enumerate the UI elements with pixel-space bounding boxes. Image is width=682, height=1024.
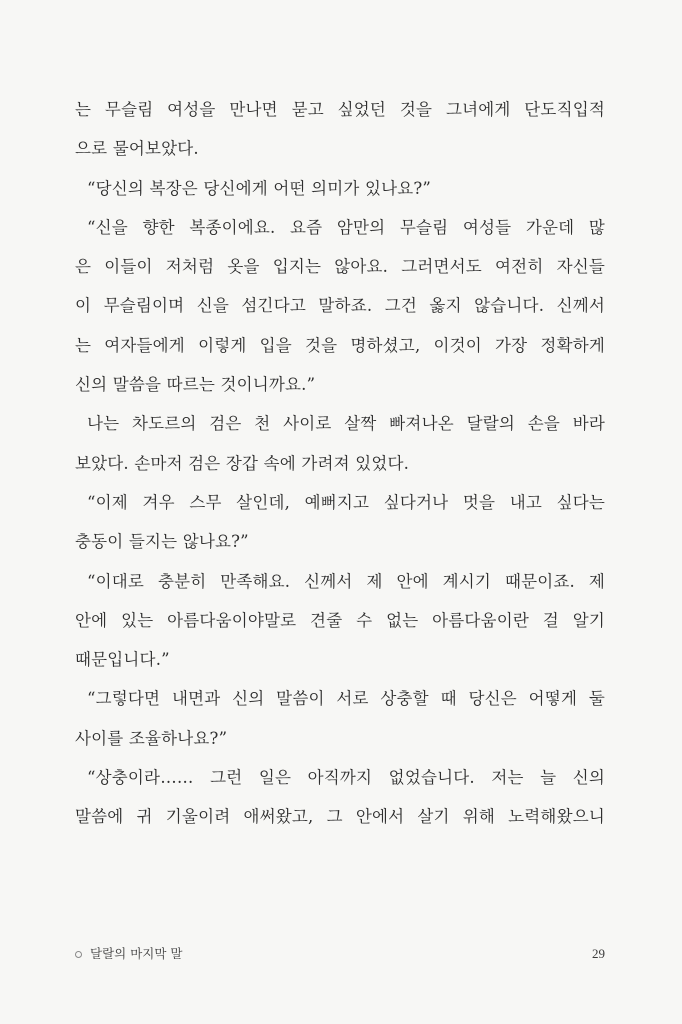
text-line: 나는 차도르의 검은 천 사이로 살짝 빠져나온 달랄의 손을 바라: [87, 414, 605, 434]
text-line: 는 무슬림 여성을 만나면 묻고 싶었던 것을 그녀에게 단도직입적: [75, 100, 605, 119]
text-line: “당신의 복장은 당신에게 어떤 의미가 있나요?”: [87, 178, 432, 198]
text-line: 신의 말씀을 따르는 것이니까요.”: [75, 375, 316, 395]
text-line: “이제 겨우 스무 살인데, 예뻐지고 싶다거나 멋을 내고 싶다는: [87, 492, 605, 512]
page-footer: [75, 942, 605, 966]
chapter-title: 달랄의 마지막 말: [90, 946, 183, 961]
text-line: 보았다. 손마저 검은 장갑 속에 가려져 있었다.: [75, 453, 410, 473]
text-line: “이대로 충분히 만족해요. 신께서 제 안에 계시기 때문이죠. 제: [87, 571, 605, 591]
text-line: 은 이들이 저처럼 옷을 입지는 않아요. 그러면서도 여전히 자신들: [75, 257, 605, 277]
circle-bullet-icon: [75, 951, 82, 958]
text-line: 으로 물어보았다.: [75, 139, 199, 159]
text-line: 말씀에 귀 기울이려 애써왔고, 그 안에서 살기 위해 노력해왔으니: [75, 807, 605, 827]
text-line: 충동이 들지는 않나요?”: [75, 532, 249, 552]
text-line: 안에 있는 아름다움이야말로 견줄 수 없는 아름다움이란 걸 알기: [75, 610, 605, 630]
text-line: 사이를 조율하나요?”: [75, 728, 228, 748]
text-line: “그렇다면 내면과 신의 말씀이 서로 상충할 때 당신은 어떻게 둘: [87, 689, 605, 709]
text-line: 때문입니다.”: [75, 650, 170, 670]
page-number: 29: [592, 946, 605, 961]
text-line: “신을 향한 복종이에요. 요즘 암만의 무슬림 여성들 가운데 많: [87, 217, 605, 237]
text-line: “상충이라…… 그런 일은 아직까지 없었습니다. 저는 늘 신의: [87, 768, 605, 788]
text-line: 이 무슬림이며 신을 섬긴다고 말하죠. 그건 옳지 않습니다. 신께서: [75, 296, 605, 316]
text-line: 는 여자들에게 이렇게 입을 것을 명하셨고, 이것이 가장 정확하게: [75, 335, 605, 355]
body-text: [75, 90, 605, 837]
running-footer: [75, 942, 182, 966]
